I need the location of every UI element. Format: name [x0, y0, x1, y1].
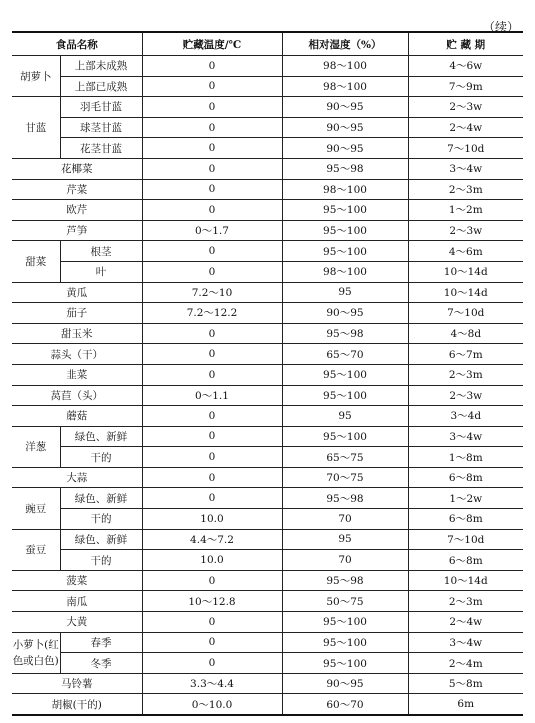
name-cell: 芹菜 [12, 179, 142, 200]
humidity-cell: 70 [282, 509, 408, 530]
continued-label: （续） [482, 20, 519, 34]
sub-cell: 干的 [60, 447, 142, 468]
humidity-cell: 90～95 [282, 673, 408, 694]
table-row [12, 364, 523, 385]
temp-cell: 0 [142, 241, 282, 262]
humidity-cell: 95～100 [282, 220, 408, 241]
humidity-cell: 90～95 [282, 303, 408, 324]
table-row [12, 138, 523, 159]
period-cell: 10～14d [408, 282, 523, 303]
humidity-cell: 98～100 [282, 56, 408, 77]
period-cell: 2～3m [408, 364, 523, 385]
humidity-cell: 95 [282, 529, 408, 550]
period-cell: 2～4w [408, 612, 523, 633]
period-cell: 4～8d [408, 323, 523, 344]
group-cell: 甘蓝 [12, 97, 60, 159]
table-row [12, 550, 523, 571]
temp-cell: 0～1.1 [142, 385, 282, 406]
period-cell: 7～10d [408, 303, 523, 324]
humidity-cell: 90～95 [282, 97, 408, 118]
group-cell: 蚕豆 [12, 529, 60, 570]
table-row [12, 97, 523, 118]
table-row [12, 509, 523, 530]
temp-cell: 0 [142, 570, 282, 591]
temp-cell: 10.0 [142, 550, 282, 571]
temp-cell: 0 [142, 632, 282, 653]
temp-cell: 10～12.8 [142, 591, 282, 612]
table-row [12, 612, 523, 633]
humidity-cell: 98～100 [282, 261, 408, 282]
group-cell: 胡萝卜 [12, 56, 60, 97]
name-cell: 胡椒(干的) [12, 694, 142, 715]
period-cell: 2～3m [408, 179, 523, 200]
period-cell: 4～6m [408, 241, 523, 262]
temp-cell: 0 [142, 344, 282, 365]
humidity-cell: 70 [282, 550, 408, 571]
name-cell: 韭菜 [12, 364, 142, 385]
sub-cell: 羽毛甘蓝 [60, 97, 142, 118]
temp-cell: 0 [142, 158, 282, 179]
temp-cell: 0 [142, 117, 282, 138]
sub-cell: 花茎甘蓝 [60, 138, 142, 159]
sub-cell: 绿色、新鲜 [60, 529, 142, 550]
sub-cell: 根茎 [60, 241, 142, 262]
period-cell: 3～4w [408, 632, 523, 653]
temp-cell: 0 [142, 76, 282, 97]
table-row [12, 488, 523, 509]
temp-cell: 0 [142, 447, 282, 468]
period-cell: 4～6w [408, 56, 523, 77]
period-cell: 2～3w [408, 220, 523, 241]
name-cell: 黄瓜 [12, 282, 142, 303]
header-period: 贮 藏 期 [408, 32, 523, 56]
humidity-cell: 95～100 [282, 612, 408, 633]
table-row [12, 385, 523, 406]
period-cell: 3～4d [408, 406, 523, 427]
temp-cell: 0 [142, 467, 282, 488]
humidity-cell: 95～100 [282, 632, 408, 653]
temp-cell: 0 [142, 426, 282, 447]
header-temp: 贮藏温度/℃ [142, 32, 282, 56]
sub-cell: 干的 [60, 550, 142, 571]
header-humidity: 相对湿度（%） [282, 32, 408, 56]
table-row [12, 76, 523, 97]
table-row [12, 673, 523, 694]
table-row [12, 117, 523, 138]
period-cell: 1～2w [408, 488, 523, 509]
temp-cell: 0～10.0 [142, 694, 282, 715]
period-cell: 2～4w [408, 117, 523, 138]
period-cell: 7～9m [408, 76, 523, 97]
table-row [12, 467, 523, 488]
name-cell: 蒜头（干） [12, 344, 142, 365]
humidity-cell: 70～75 [282, 467, 408, 488]
table-row [12, 158, 523, 179]
temp-cell: 0 [142, 179, 282, 200]
period-cell: 2～3w [408, 97, 523, 118]
period-cell: 6～7m [408, 344, 523, 365]
period-cell: 2～4m [408, 653, 523, 674]
temp-cell: 0 [142, 323, 282, 344]
period-cell: 3～4w [408, 426, 523, 447]
sub-cell: 干的 [60, 509, 142, 530]
table-row [12, 591, 523, 612]
humidity-cell: 95～98 [282, 323, 408, 344]
humidity-cell: 95～98 [282, 570, 408, 591]
table-row [12, 303, 523, 324]
table-row [12, 694, 523, 715]
table-row [12, 426, 523, 447]
table-row [12, 653, 523, 674]
table-row [12, 241, 523, 262]
sub-cell: 绿色、新鲜 [60, 426, 142, 447]
group-cell: 甜菜 [12, 241, 60, 282]
table-row [12, 261, 523, 282]
sub-cell: 上部已成熟 [60, 76, 142, 97]
storage-table [12, 31, 523, 716]
period-cell: 2～3m [408, 591, 523, 612]
humidity-cell: 65～75 [282, 447, 408, 468]
name-cell: 芦笋 [12, 220, 142, 241]
humidity-cell: 98～100 [282, 76, 408, 97]
temp-cell: 3.3～4.4 [142, 673, 282, 694]
table-row [12, 323, 523, 344]
name-cell: 甜玉米 [12, 323, 142, 344]
temp-cell: 10.0 [142, 509, 282, 530]
temp-cell: 0 [142, 406, 282, 427]
table-row [12, 632, 523, 653]
name-cell: 欧芹 [12, 200, 142, 221]
temp-cell: 0 [142, 56, 282, 77]
temp-cell: 0 [142, 488, 282, 509]
humidity-cell: 90～95 [282, 117, 408, 138]
group-cell: 豌豆 [12, 488, 60, 529]
table-row [12, 282, 523, 303]
temp-cell: 0 [142, 612, 282, 633]
name-cell: 南瓜 [12, 591, 142, 612]
sub-cell: 上部未成熟 [60, 56, 142, 77]
sub-cell: 绿色、新鲜 [60, 488, 142, 509]
temp-cell: 0 [142, 261, 282, 282]
table-row [12, 406, 523, 427]
table-row [12, 179, 523, 200]
table-row [12, 200, 523, 221]
period-cell: 6～8m [408, 509, 523, 530]
name-cell: 花椰菜 [12, 158, 142, 179]
humidity-cell: 65～70 [282, 344, 408, 365]
period-cell: 7～10d [408, 529, 523, 550]
humidity-cell: 50～75 [282, 591, 408, 612]
temp-cell: 0 [142, 97, 282, 118]
period-cell: 1～8m [408, 447, 523, 468]
table-row [12, 56, 523, 77]
temp-cell: 0 [142, 138, 282, 159]
period-cell: 2～3w [408, 385, 523, 406]
period-cell: 3～4w [408, 158, 523, 179]
humidity-cell: 95 [282, 406, 408, 427]
humidity-cell: 95～100 [282, 426, 408, 447]
humidity-cell: 95 [282, 282, 408, 303]
humidity-cell: 60～70 [282, 694, 408, 715]
sub-cell: 球茎甘蓝 [60, 117, 142, 138]
temp-cell: 7.2～12.2 [142, 303, 282, 324]
table-row [12, 344, 523, 365]
group-cell: 小萝卜(红色或白色) [12, 632, 60, 673]
humidity-cell: 95～100 [282, 200, 408, 221]
period-cell: 10～14d [408, 570, 523, 591]
humidity-cell: 90～95 [282, 138, 408, 159]
temp-cell: 0 [142, 653, 282, 674]
humidity-cell: 95～100 [282, 653, 408, 674]
name-cell: 莴苣（头） [12, 385, 142, 406]
period-cell: 10～14d [408, 261, 523, 282]
name-cell: 大黄 [12, 612, 142, 633]
humidity-cell: 95～100 [282, 364, 408, 385]
name-cell: 蘑菇 [12, 406, 142, 427]
name-cell: 茄子 [12, 303, 142, 324]
period-cell: 6～8m [408, 550, 523, 571]
humidity-cell: 95～100 [282, 241, 408, 262]
temp-cell: 4.4～7.2 [142, 529, 282, 550]
table-row [12, 570, 523, 591]
sub-cell: 春季 [60, 632, 142, 653]
table-header-row [12, 32, 523, 56]
header-food: 食品名称 [12, 32, 142, 56]
humidity-cell: 95～98 [282, 158, 408, 179]
table-row [12, 529, 523, 550]
name-cell: 马铃薯 [12, 673, 142, 694]
humidity-cell: 98～100 [282, 179, 408, 200]
humidity-cell: 95～100 [282, 385, 408, 406]
period-cell: 1～2m [408, 200, 523, 221]
period-cell: 7～10d [408, 138, 523, 159]
table-row [12, 447, 523, 468]
sub-cell: 叶 [60, 261, 142, 282]
group-cell: 洋葱 [12, 426, 60, 467]
temp-cell: 0 [142, 200, 282, 221]
temp-cell: 0 [142, 364, 282, 385]
sub-cell: 冬季 [60, 653, 142, 674]
name-cell: 菠菜 [12, 570, 142, 591]
temp-cell: 7.2～10 [142, 282, 282, 303]
humidity-cell: 95～98 [282, 488, 408, 509]
temp-cell: 0～1.7 [142, 220, 282, 241]
period-cell: 5～8m [408, 673, 523, 694]
period-cell: 6～8m [408, 467, 523, 488]
name-cell: 大蒜 [12, 467, 142, 488]
period-cell: 6m [408, 694, 523, 715]
table-row [12, 220, 523, 241]
